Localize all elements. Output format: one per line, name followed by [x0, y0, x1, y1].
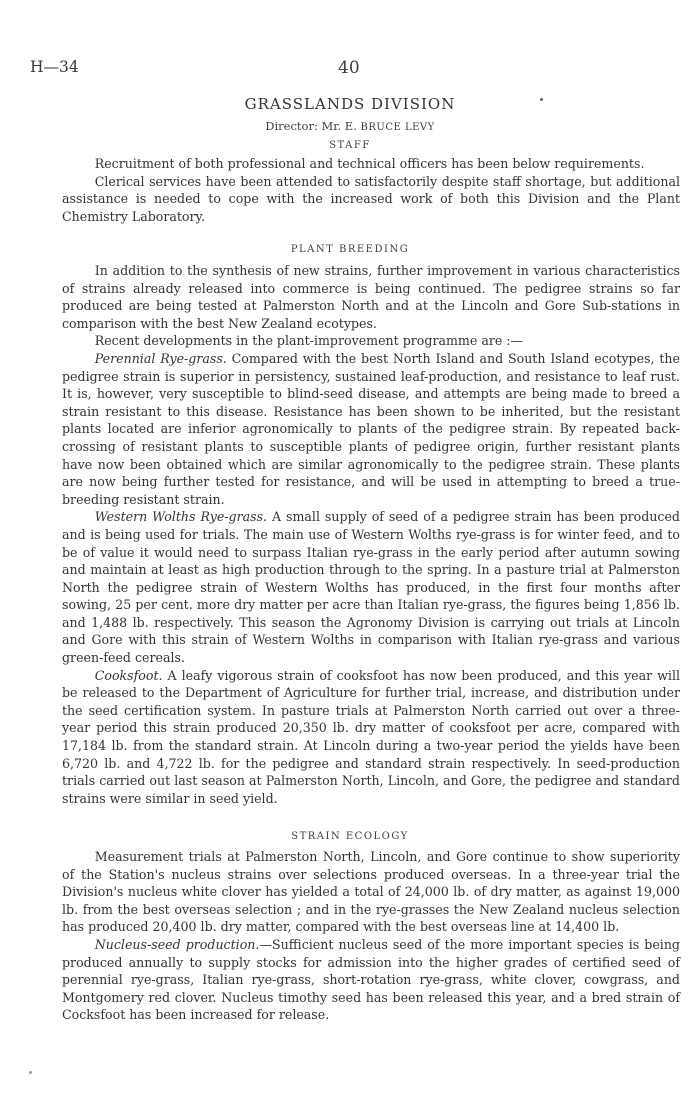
plant-breeding-recent: Recent developments in the plant-improvement programme are :—	[94, 333, 524, 349]
nucleus-seed-paragraph	[62, 936, 680, 1024]
director-line	[0, 119, 700, 133]
director-prefix: Director: Mr. E.	[265, 119, 361, 133]
section-heading-strain-ecology: STRAIN ECOLOGY	[291, 831, 409, 842]
nucleus-seed-text: —Sufficient nucleus seed of the more important species is being produced annually to supply stocks for admission into the higher grades of certified seed of perennial rye-grass, Italian rye-grass, short-rotation rye-grass, white clover, cowgrass, and Montgomery red clover. Nucleus timothy seed has been released this year, and a bred strain of Cocksfoot has been increased for release.	[62, 936, 680, 1023]
western-wolths-paragraph	[62, 508, 680, 666]
perennial-rye-grass-text: Compared with the best North Island and South Island ecotypes, the pedigree strain is superior in persistency, sustained leaf-production, and resistance to leaf rust. It is, however, very susceptible to blind-seed disease, and attempts are being made to breed a strain resistant to this disease. Resistance has been shown to be inherited, but the resistant plants located are inferior agronomically to plants of the pedigree strain. By repeated back-crossing of resistant plants to susceptible plants of pedigree origin, further resistant plants have now been obtained which are similar agronomically to the pedigree strain. These plants are now being further tested for resistance, and will be used in attempting to breed a true-breeding resistant strain.	[62, 350, 680, 507]
director-name: BRUCE LEVY	[360, 122, 435, 133]
perennial-rye-grass-paragraph	[62, 350, 680, 508]
perennial-rye-grass-title: Perennial Rye-grass.	[94, 350, 227, 366]
strain-ecology-section	[62, 848, 680, 1024]
document-reference: H—34	[30, 58, 79, 76]
division-title: GRASSLANDS DIVISION	[244, 95, 456, 113]
staff-section	[62, 155, 680, 225]
staff-paragraph: Recruitment of both professional and technical officers has been below requirements.	[94, 156, 645, 171]
staff-paragraph: Clerical services have been attended to satisfactorily despite staff shortage, but additional assistance is needed to cope with the increased work of both this Division and the Plant Chemistry Laboratory.	[62, 173, 680, 224]
cooksfoot-paragraph	[62, 667, 680, 808]
print-speck	[29, 1071, 32, 1074]
strain-ecology-paragraph: Measurement trials at Palmerston North, Lincoln, and Gore continue to show superiority of the Station's nucleus strains over selections produced overseas. In a three-year trial the Division's nucleus white clover has yielded a total of 24,000 lb. of dry matter, as against 19,000 lb. from the best overseas selection ; and in the rye-grasses the New Zealand nucleus selection has produced 20,400 lb. dry matter, compared with the best overseas line at 14,400 lb.	[62, 849, 680, 935]
page-number: 40	[338, 58, 360, 78]
cooksfoot-title: Cooksfoot.	[94, 667, 163, 683]
western-wolths-title: Western Wolths Rye-grass.	[94, 509, 268, 525]
plant-breeding-section	[62, 262, 680, 807]
cooksfoot-text: A leafy vigorous strain of cooksfoot has now been produced, and this year will be released to the Department of Agriculture for further trial, increase, and distribution under the seed certification system. In pasture trials at Palmerston North carried out over a three-year period this strain produced 20,350 lb. dry matter of cooksfoot per acre, compared with 17,184 lb. from the standard strain. At Lincoln during a two-year period the yields have been 6,720 lb. and 4,722 lb. for the pedigree and standard strain respectively. In seed-production trials carried out last season at Palmerston North, Lincoln, and Gore, the pedigree and standard strains were similar in seed yield.	[62, 667, 680, 806]
section-heading-plant-breeding: PLANT BREEDING	[290, 244, 410, 255]
nucleus-seed-title: Nucleus-seed production.	[94, 936, 260, 952]
plant-breeding-intro: In addition to the synthesis of new strains, further improvement in various characteristics of strains already released into commerce is being continued. The pedigree strains so far produced are being tested at Palmerston North and at the Lincoln and Gore Sub-stations in comparison with the best New Zealand ecotypes.	[62, 263, 680, 331]
section-heading-staff: STAFF	[329, 140, 371, 151]
western-wolths-text: A small supply of seed of a pedigree strain has been produced and is being used for trials. The main use of Western Wolths rye-grass is for winter feed, and to be of value it would need to surpass Italian rye-grass in the early period after autumn sowing and maintain at least as high production through to the spring. In a pasture trial at Palmerston North the pedigree strain of Western Wolths has produced, in the first four months after sowing, 25 per cent. more dry matter per acre than Italian rye-grass, the figures being 1,856 lb. and 1,488 lb. respectively. This season the Agronomy Division is carrying out trials at Lincoln and Gore with this strain of Western Wolths in comparison with Italian rye-grass and various green-feed cereals.	[62, 509, 680, 666]
